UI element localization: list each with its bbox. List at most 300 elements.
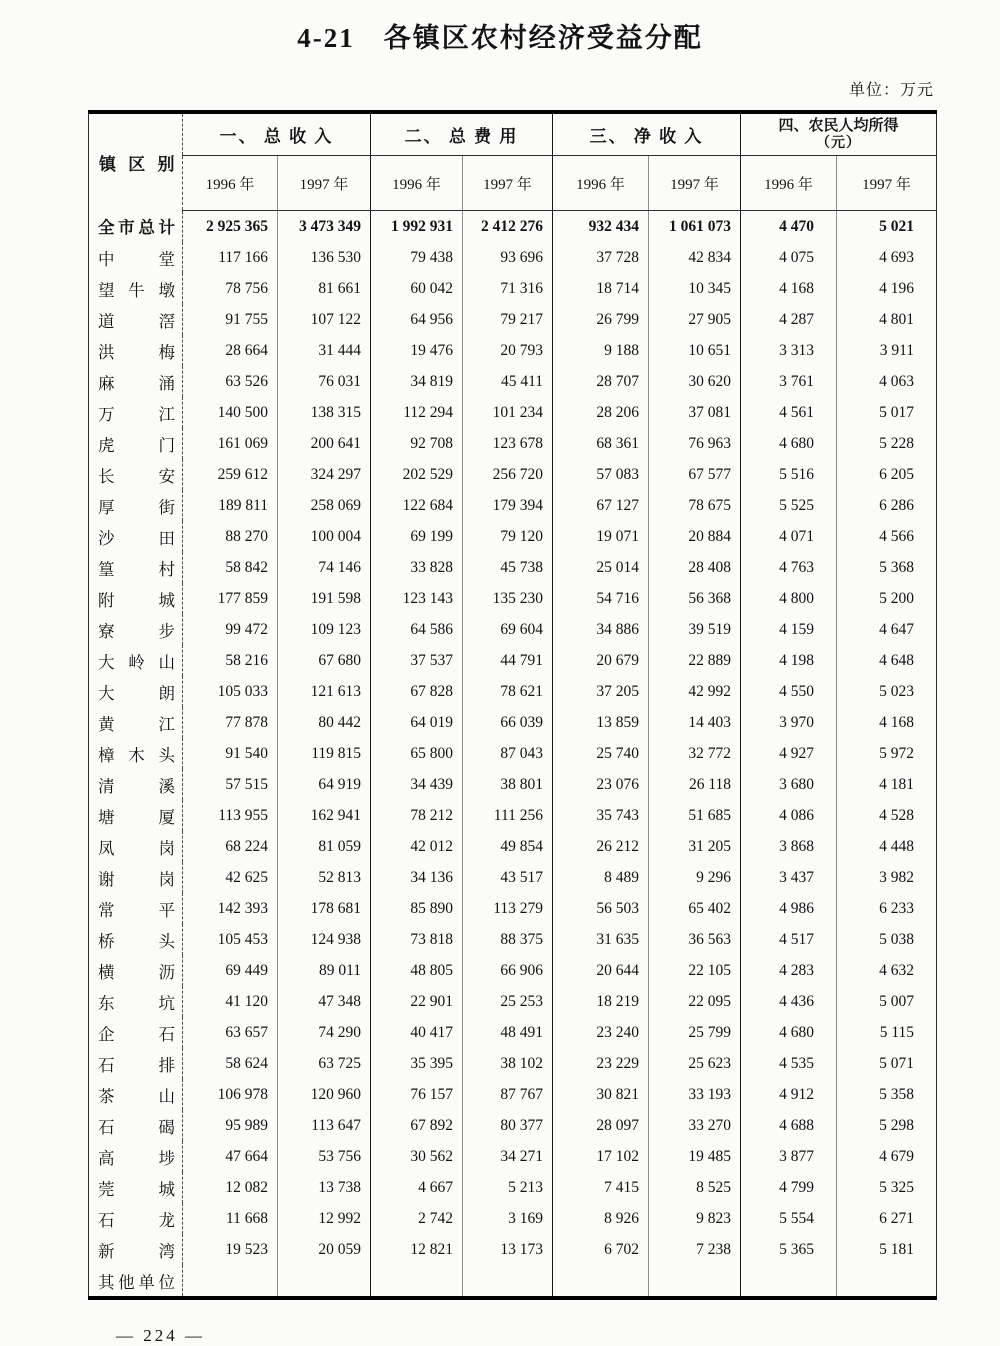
value-cell [371, 1265, 463, 1298]
table-row [89, 459, 937, 490]
value-cell: 65 402 [649, 893, 741, 924]
town-name: 中 堂 [98, 249, 175, 269]
town-name: 长 安 [98, 466, 175, 486]
value-cell: 87 043 [463, 738, 553, 769]
value-cell: 4 283 [741, 955, 837, 986]
value-cell: 202 529 [371, 459, 463, 490]
value-cell: 19 523 [183, 1234, 278, 1265]
value-cell: 26 799 [553, 304, 649, 335]
value-cell: 20 644 [553, 955, 649, 986]
value-cell: 58 624 [183, 1048, 278, 1079]
value-cell: 68 224 [183, 831, 278, 862]
value-cell: 4 075 [741, 242, 837, 273]
value-cell: 177 859 [183, 583, 278, 614]
value-cell: 67 828 [371, 676, 463, 707]
value-cell: 3 680 [741, 769, 837, 800]
value-cell: 107 122 [278, 304, 371, 335]
value-cell: 142 393 [183, 893, 278, 924]
value-cell: 22 105 [649, 955, 741, 986]
unit-label: 单位：万元 [848, 82, 934, 99]
value-cell: 10 345 [649, 273, 741, 304]
town-name: 大 岭 山 [98, 652, 175, 672]
value-cell: 69 449 [183, 955, 278, 986]
value-cell: 5 017 [837, 397, 937, 428]
value-cell: 34 819 [371, 366, 463, 397]
table-row [89, 428, 937, 459]
town-name: 沙 田 [98, 528, 175, 548]
group-header-net-income: 三、 净 收 入 [553, 112, 741, 156]
value-cell: 162 941 [278, 800, 371, 831]
value-cell: 3 982 [837, 862, 937, 893]
value-cell: 9 823 [649, 1203, 741, 1234]
value-cell: 67 127 [553, 490, 649, 521]
value-cell: 13 859 [553, 707, 649, 738]
value-cell: 93 696 [463, 242, 553, 273]
value-cell: 87 767 [463, 1079, 553, 1110]
value-cell: 5 325 [837, 1172, 937, 1203]
value-cell: 28 707 [553, 366, 649, 397]
value-cell: 5 368 [837, 552, 937, 583]
value-cell: 41 120 [183, 986, 278, 1017]
value-cell: 23 076 [553, 769, 649, 800]
document-page [0, 16, 1000, 1345]
value-cell: 3 169 [463, 1203, 553, 1234]
value-cell: 76 031 [278, 366, 371, 397]
value-cell: 34 136 [371, 862, 463, 893]
value-cell: 80 377 [463, 1110, 553, 1141]
value-cell: 6 205 [837, 459, 937, 490]
table-row [89, 986, 937, 1017]
value-cell: 6 233 [837, 893, 937, 924]
value-cell: 120 960 [278, 1079, 371, 1110]
value-cell: 4 550 [741, 676, 837, 707]
value-cell: 3 868 [741, 831, 837, 862]
value-cell: 78 212 [371, 800, 463, 831]
value-cell [278, 1265, 371, 1298]
table-row [89, 1017, 937, 1048]
value-cell: 101 234 [463, 397, 553, 428]
value-cell: 5 115 [837, 1017, 937, 1048]
value-cell: 4 693 [837, 242, 937, 273]
table-row [89, 862, 937, 893]
value-cell: 5 071 [837, 1048, 937, 1079]
year-header: 1997 年 [463, 156, 553, 211]
value-cell: 66 039 [463, 707, 553, 738]
value-cell: 3 911 [837, 335, 937, 366]
town-name: 全 市 总 计 [98, 218, 175, 238]
value-cell: 26 118 [649, 769, 741, 800]
value-cell: 81 661 [278, 273, 371, 304]
value-cell: 30 620 [649, 366, 741, 397]
table-row [89, 1048, 937, 1079]
value-cell: 6 286 [837, 490, 937, 521]
value-cell: 5 358 [837, 1079, 937, 1110]
value-cell: 4 763 [741, 552, 837, 583]
value-cell: 79 438 [371, 242, 463, 273]
town-name: 洪 梅 [98, 342, 175, 362]
value-cell: 35 743 [553, 800, 649, 831]
value-cell: 13 738 [278, 1172, 371, 1203]
value-cell: 4 561 [741, 397, 837, 428]
value-cell: 52 813 [278, 862, 371, 893]
value-cell: 113 647 [278, 1110, 371, 1141]
value-cell: 39 519 [649, 614, 741, 645]
town-name: 其 他 单 位 [98, 1272, 175, 1292]
value-cell: 33 828 [371, 552, 463, 583]
value-cell: 48 805 [371, 955, 463, 986]
value-cell: 136 530 [278, 242, 371, 273]
value-cell: 22 095 [649, 986, 741, 1017]
value-cell: 4 159 [741, 614, 837, 645]
group-header-total-expense: 二、 总 费 用 [371, 112, 553, 156]
value-cell: 3 877 [741, 1141, 837, 1172]
town-name: 横 沥 [98, 962, 175, 982]
table-row [89, 893, 937, 924]
value-cell: 9 188 [553, 335, 649, 366]
value-cell: 123 143 [371, 583, 463, 614]
value-cell: 31 444 [278, 335, 371, 366]
value-cell: 4 168 [741, 273, 837, 304]
value-cell: 95 989 [183, 1110, 278, 1141]
value-cell: 135 230 [463, 583, 553, 614]
value-cell: 4 535 [741, 1048, 837, 1079]
value-cell: 122 684 [371, 490, 463, 521]
value-cell: 4 680 [741, 428, 837, 459]
town-name: 道 滘 [98, 311, 175, 331]
value-cell: 4 679 [837, 1141, 937, 1172]
value-cell: 65 800 [371, 738, 463, 769]
value-cell: 5 200 [837, 583, 937, 614]
value-cell: 27 905 [649, 304, 741, 335]
value-cell [183, 1265, 278, 1298]
value-cell: 17 102 [553, 1141, 649, 1172]
value-cell: 105 033 [183, 676, 278, 707]
value-cell [837, 1265, 937, 1298]
group-header-per-capita-line1: 四、农民人均所得 [778, 118, 899, 134]
value-cell: 5 365 [741, 1234, 837, 1265]
town-name: 黄 江 [98, 714, 175, 734]
town-name: 新 湾 [98, 1241, 175, 1261]
town-name: 大 朗 [98, 683, 175, 703]
value-cell: 42 992 [649, 676, 741, 707]
value-cell: 63 657 [183, 1017, 278, 1048]
value-cell: 113 955 [183, 800, 278, 831]
value-cell: 18 219 [553, 986, 649, 1017]
value-cell: 1 061 073 [649, 211, 741, 243]
value-cell: 54 716 [553, 583, 649, 614]
town-name: 茶 山 [98, 1086, 175, 1106]
value-cell: 71 316 [463, 273, 553, 304]
value-cell: 179 394 [463, 490, 553, 521]
value-cell: 64 586 [371, 614, 463, 645]
value-cell: 3 761 [741, 366, 837, 397]
value-cell: 4 927 [741, 738, 837, 769]
value-cell: 4 086 [741, 800, 837, 831]
value-cell: 51 685 [649, 800, 741, 831]
value-cell: 40 417 [371, 1017, 463, 1048]
year-header: 1996 年 [183, 156, 278, 211]
town-name: 谢 岗 [98, 869, 175, 889]
value-cell: 79 217 [463, 304, 553, 335]
header-group-row [89, 112, 937, 156]
value-cell: 23 229 [553, 1048, 649, 1079]
town-name: 麻 涌 [98, 373, 175, 393]
table-row [89, 676, 937, 707]
value-cell: 68 361 [553, 428, 649, 459]
town-name: 莞 城 [98, 1179, 175, 1199]
value-cell: 43 517 [463, 862, 553, 893]
value-cell: 26 212 [553, 831, 649, 862]
town-name: 寮 步 [98, 621, 175, 641]
value-cell: 19 071 [553, 521, 649, 552]
value-cell: 4 648 [837, 645, 937, 676]
value-cell: 191 598 [278, 583, 371, 614]
value-cell: 258 069 [278, 490, 371, 521]
year-header: 1997 年 [278, 156, 371, 211]
value-cell: 30 562 [371, 1141, 463, 1172]
value-cell: 28 206 [553, 397, 649, 428]
table-row [89, 1079, 937, 1110]
year-header: 1997 年 [837, 156, 937, 211]
value-cell: 8 525 [649, 1172, 741, 1203]
value-cell: 20 793 [463, 335, 553, 366]
value-cell [741, 1265, 837, 1298]
town-name: 石 龙 [98, 1210, 175, 1230]
value-cell: 4 287 [741, 304, 837, 335]
value-cell: 7 238 [649, 1234, 741, 1265]
value-cell: 20 059 [278, 1234, 371, 1265]
value-cell: 19 476 [371, 335, 463, 366]
value-cell: 259 612 [183, 459, 278, 490]
header-year-row [89, 156, 937, 211]
value-cell: 42 012 [371, 831, 463, 862]
value-cell: 2 742 [371, 1203, 463, 1234]
value-cell: 6 271 [837, 1203, 937, 1234]
value-cell: 113 279 [463, 893, 553, 924]
value-cell: 324 297 [278, 459, 371, 490]
value-cell: 4 528 [837, 800, 937, 831]
table-row [89, 366, 937, 397]
value-cell: 117 166 [183, 242, 278, 273]
value-cell: 13 173 [463, 1234, 553, 1265]
value-cell: 4 912 [741, 1079, 837, 1110]
value-cell: 4 801 [837, 304, 937, 335]
value-cell: 25 799 [649, 1017, 741, 1048]
value-cell: 56 368 [649, 583, 741, 614]
value-cell: 42 625 [183, 862, 278, 893]
value-cell: 5 972 [837, 738, 937, 769]
value-cell: 100 004 [278, 521, 371, 552]
value-cell: 78 621 [463, 676, 553, 707]
value-cell: 4 198 [741, 645, 837, 676]
table-row [89, 769, 937, 800]
value-cell: 45 738 [463, 552, 553, 583]
table-row [89, 304, 937, 335]
table-row [89, 583, 937, 614]
value-cell: 35 395 [371, 1048, 463, 1079]
value-cell: 45 411 [463, 366, 553, 397]
value-cell: 34 886 [553, 614, 649, 645]
value-cell: 80 442 [278, 707, 371, 738]
value-cell: 23 240 [553, 1017, 649, 1048]
value-cell: 31 635 [553, 924, 649, 955]
value-cell: 4 181 [837, 769, 937, 800]
value-cell: 69 604 [463, 614, 553, 645]
value-cell: 89 011 [278, 955, 371, 986]
value-cell: 189 811 [183, 490, 278, 521]
value-cell: 3 970 [741, 707, 837, 738]
table-row [89, 1265, 937, 1298]
town-name: 清 溪 [98, 776, 175, 796]
value-cell: 4 063 [837, 366, 937, 397]
table-row [89, 242, 937, 273]
value-cell: 32 772 [649, 738, 741, 769]
value-cell: 4 566 [837, 521, 937, 552]
table-row [89, 273, 937, 304]
town-name: 企 石 [98, 1024, 175, 1044]
value-cell: 5 298 [837, 1110, 937, 1141]
value-cell: 25 253 [463, 986, 553, 1017]
value-cell: 9 296 [649, 862, 741, 893]
group-header-per-capita-line2: （元） [816, 136, 861, 151]
value-cell: 20 884 [649, 521, 741, 552]
value-cell: 37 537 [371, 645, 463, 676]
value-cell: 64 956 [371, 304, 463, 335]
value-cell: 11 668 [183, 1203, 278, 1234]
value-cell: 33 270 [649, 1110, 741, 1141]
value-cell: 7 415 [553, 1172, 649, 1203]
town-name: 桥 头 [98, 931, 175, 951]
value-cell: 18 714 [553, 273, 649, 304]
value-cell: 74 290 [278, 1017, 371, 1048]
value-cell: 91 755 [183, 304, 278, 335]
value-cell: 5 228 [837, 428, 937, 459]
value-cell: 73 818 [371, 924, 463, 955]
value-cell: 256 720 [463, 459, 553, 490]
table-row [89, 614, 937, 645]
value-cell: 106 978 [183, 1079, 278, 1110]
value-cell: 111 256 [463, 800, 553, 831]
value-cell: 88 270 [183, 521, 278, 552]
value-cell: 4 667 [371, 1172, 463, 1203]
value-cell: 119 815 [278, 738, 371, 769]
value-cell: 25 014 [553, 552, 649, 583]
value-cell: 2 925 365 [183, 211, 278, 243]
value-cell: 33 193 [649, 1079, 741, 1110]
table-body [89, 211, 937, 1299]
value-cell: 4 800 [741, 583, 837, 614]
value-cell: 57 515 [183, 769, 278, 800]
value-cell: 4 071 [741, 521, 837, 552]
value-cell: 37 728 [553, 242, 649, 273]
value-cell: 5 525 [741, 490, 837, 521]
value-cell: 34 439 [371, 769, 463, 800]
value-cell: 28 097 [553, 1110, 649, 1141]
value-cell: 47 348 [278, 986, 371, 1017]
table-row [89, 490, 937, 521]
value-cell: 932 434 [553, 211, 649, 243]
year-header: 1996 年 [741, 156, 837, 211]
value-cell: 5 181 [837, 1234, 937, 1265]
value-cell: 63 526 [183, 366, 278, 397]
value-cell: 4 688 [741, 1110, 837, 1141]
value-cell: 4 799 [741, 1172, 837, 1203]
town-name: 虎 门 [98, 435, 175, 455]
value-cell: 12 082 [183, 1172, 278, 1203]
value-cell: 19 485 [649, 1141, 741, 1172]
group-header-per-capita-income [741, 112, 937, 156]
town-name: 篁 村 [98, 559, 175, 579]
statistics-table [88, 110, 937, 1300]
value-cell: 63 725 [278, 1048, 371, 1079]
value-cell: 4 168 [837, 707, 937, 738]
value-cell: 47 664 [183, 1141, 278, 1172]
value-cell: 112 294 [371, 397, 463, 428]
town-name: 厚 街 [98, 497, 175, 517]
value-cell: 3 437 [741, 862, 837, 893]
value-cell: 161 069 [183, 428, 278, 459]
town-name: 塘 厦 [98, 807, 175, 827]
value-cell: 4 680 [741, 1017, 837, 1048]
value-cell: 34 271 [463, 1141, 553, 1172]
table-row [89, 1172, 937, 1203]
value-cell: 124 938 [278, 924, 371, 955]
value-cell: 67 577 [649, 459, 741, 490]
value-cell: 91 540 [183, 738, 278, 769]
value-cell: 1 992 931 [371, 211, 463, 243]
value-cell: 42 834 [649, 242, 741, 273]
table-row [89, 1141, 937, 1172]
town-name: 石 碣 [98, 1117, 175, 1137]
value-cell: 105 453 [183, 924, 278, 955]
value-cell: 5 021 [837, 211, 937, 243]
value-cell: 79 120 [463, 521, 553, 552]
value-cell: 48 491 [463, 1017, 553, 1048]
value-cell: 12 821 [371, 1234, 463, 1265]
table-row [89, 707, 937, 738]
year-header: 1997 年 [649, 156, 741, 211]
value-cell: 53 756 [278, 1141, 371, 1172]
year-header: 1996 年 [371, 156, 463, 211]
value-cell: 85 890 [371, 893, 463, 924]
table-row [89, 738, 937, 769]
value-cell: 4 986 [741, 893, 837, 924]
value-cell: 36 563 [649, 924, 741, 955]
value-cell: 28 664 [183, 335, 278, 366]
value-cell: 60 042 [371, 273, 463, 304]
town-name: 附 城 [98, 590, 175, 610]
town-name: 石 排 [98, 1055, 175, 1075]
value-cell: 5 007 [837, 986, 937, 1017]
table-row [89, 335, 937, 366]
value-cell: 12 992 [278, 1203, 371, 1234]
value-cell: 76 963 [649, 428, 741, 459]
town-name: 望 牛 墩 [98, 280, 175, 300]
value-cell: 3 473 349 [278, 211, 371, 243]
value-cell: 81 059 [278, 831, 371, 862]
value-cell: 99 472 [183, 614, 278, 645]
value-cell: 64 019 [371, 707, 463, 738]
value-cell: 77 878 [183, 707, 278, 738]
value-cell: 49 854 [463, 831, 553, 862]
value-cell [463, 1265, 553, 1298]
value-cell: 4 632 [837, 955, 937, 986]
value-cell: 64 919 [278, 769, 371, 800]
value-cell: 4 448 [837, 831, 937, 862]
town-name: 高 埗 [98, 1148, 175, 1168]
value-cell: 5 516 [741, 459, 837, 490]
value-cell: 22 889 [649, 645, 741, 676]
